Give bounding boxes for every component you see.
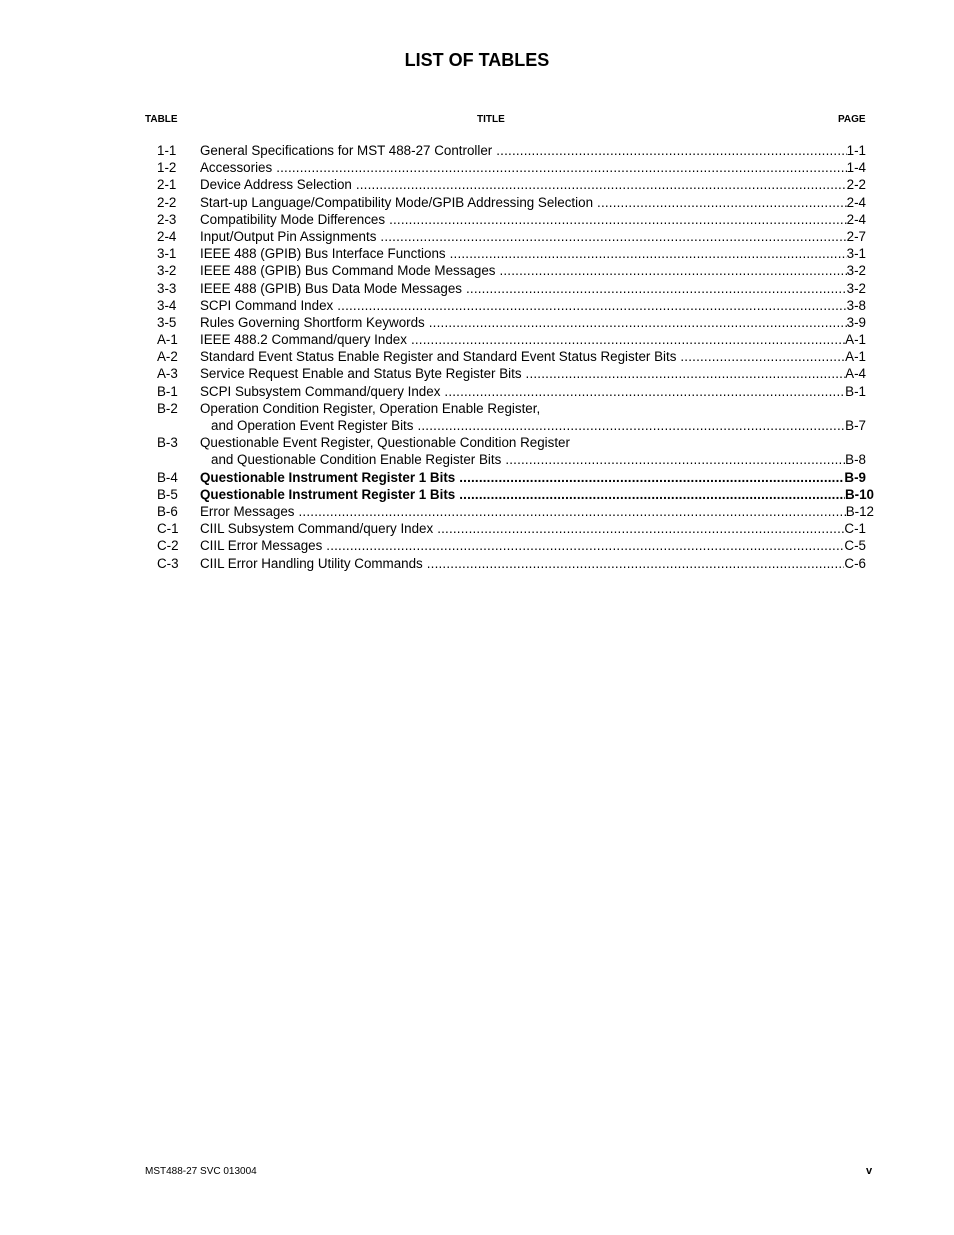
entry-leader — [200, 383, 866, 400]
dot-leader — [389, 211, 847, 228]
entry-leader — [200, 537, 866, 554]
entry-page: C-5 — [844, 538, 866, 554]
column-header-title: TITLE — [477, 114, 505, 125]
dot-leader — [526, 365, 846, 382]
entry-title: Service Request Enable and Status Byte Register Bits — [200, 366, 522, 382]
table-number: C-1 — [157, 521, 179, 537]
entry-leader — [200, 159, 866, 176]
entry-title: and Questionable Condition Enable Register Bits — [211, 452, 502, 468]
dot-leader — [597, 194, 847, 211]
column-header-page: PAGE — [838, 114, 866, 125]
column-header-table: TABLE — [145, 114, 178, 125]
dot-leader — [680, 348, 845, 365]
entry-page: B-7 — [845, 418, 866, 433]
table-number: A-1 — [157, 332, 178, 348]
dot-leader — [411, 331, 845, 348]
list-item[interactable] — [0, 211, 954, 228]
entry-page: B-1 — [845, 383, 866, 399]
entry-page: 2-4 — [846, 211, 866, 227]
list-item[interactable] — [0, 262, 954, 279]
entry-leader — [200, 280, 866, 297]
table-number: 2-1 — [157, 177, 177, 193]
entry-leader — [211, 417, 866, 434]
list-item[interactable] — [0, 159, 954, 176]
entry-leader — [200, 245, 866, 262]
entry-page: A-1 — [845, 349, 866, 365]
list-item-continuation[interactable] — [0, 417, 954, 434]
entry-title: CIIL Subsystem Command/query Index — [200, 521, 434, 537]
footer-document-id: MST488-27 SVC 013004 — [145, 1166, 257, 1177]
entry-title: IEEE 488 (GPIB) Bus Command Mode Messages — [200, 263, 496, 279]
table-number: 3-5 — [157, 314, 177, 330]
entry-leader — [200, 555, 866, 572]
table-number: 1-1 — [157, 143, 177, 158]
page-title: LIST OF TABLES — [404, 50, 550, 70]
entry-page: 1-4 — [846, 160, 866, 176]
list-item[interactable] — [0, 520, 954, 537]
table-number: 3-4 — [157, 297, 177, 313]
entry-title: Input/Output Pin Assignments — [200, 228, 377, 244]
entry-title: Questionable Instrument Register 1 Bits — [200, 469, 456, 485]
entry-page: 3-1 — [846, 246, 866, 262]
entry-title: Standard Event Status Enable Register and Standard Event Status Register Bits — [200, 349, 677, 365]
dot-leader — [356, 176, 847, 193]
table-number: B-1 — [157, 383, 178, 399]
table-number: 3-1 — [157, 246, 177, 262]
dot-leader — [466, 280, 847, 297]
entry-page: 3-8 — [846, 297, 866, 313]
entry-title: Operation Condition Register, Operation Enable Register, — [200, 400, 541, 416]
entry-title: Questionable Instrument Register 1 Bits — [200, 486, 456, 502]
dot-leader — [299, 503, 846, 520]
entry-page: 2-4 — [846, 194, 866, 210]
entry-leader — [200, 314, 866, 331]
entry-title: IEEE 488 (GPIB) Bus Data Mode Messages — [200, 280, 462, 296]
table-number: 3-3 — [157, 280, 177, 296]
list-item[interactable] — [0, 537, 954, 554]
entry-page: B-10 — [844, 486, 874, 502]
list-item[interactable] — [0, 142, 954, 159]
table-number: 3-2 — [157, 263, 177, 279]
entry-title: General Specifications for MST 488-27 Controller — [200, 143, 493, 158]
entry-page: B-9 — [844, 469, 866, 485]
table-number: A-2 — [157, 349, 178, 365]
entry-title: IEEE 488 (GPIB) Bus Interface Functions — [200, 246, 446, 262]
entry-leader — [200, 228, 866, 245]
entry-page: 2-2 — [846, 177, 866, 193]
dot-leader — [459, 486, 845, 503]
entry-leader — [200, 297, 866, 314]
table-number: 2-4 — [157, 228, 177, 244]
footer-page-number: v — [866, 1165, 873, 1177]
dot-leader — [505, 451, 845, 468]
list-item[interactable] — [0, 469, 954, 486]
entry-title: CIIL Error Messages — [200, 538, 323, 554]
entry-page: B-12 — [845, 503, 874, 519]
entry-leader — [200, 262, 866, 279]
list-item[interactable] — [0, 365, 954, 382]
dot-leader — [337, 297, 846, 314]
entry-leader — [200, 331, 866, 348]
entry-title: Rules Governing Shortform Keywords — [200, 314, 425, 330]
entry-page: A-1 — [845, 332, 866, 348]
list-item[interactable] — [0, 297, 954, 314]
entry-page: 3-2 — [846, 263, 866, 279]
entry-title: SCPI Command Index — [200, 297, 334, 313]
table-number: 2-2 — [157, 194, 177, 210]
list-item[interactable] — [0, 348, 954, 365]
entry-page: C-6 — [844, 555, 866, 571]
entry-title: and Operation Event Register Bits — [211, 418, 414, 433]
dot-leader — [417, 417, 845, 434]
dot-leader — [429, 314, 847, 331]
entry-page: B-8 — [845, 452, 866, 468]
list-item[interactable] — [0, 176, 954, 193]
entry-leader — [200, 211, 866, 228]
dot-leader — [380, 228, 846, 245]
entry-title: SCPI Subsystem Command/query Index — [200, 383, 441, 399]
list-item[interactable] — [0, 383, 954, 400]
dot-leader — [437, 520, 844, 537]
table-number: B-4 — [157, 469, 178, 485]
table-number: 1-2 — [157, 160, 177, 176]
dot-leader — [450, 245, 847, 262]
table-number: B-3 — [157, 435, 178, 451]
entry-page: A-4 — [845, 366, 866, 382]
table-list — [0, 142, 954, 572]
entry-leader — [200, 365, 866, 382]
entry-leader — [200, 194, 866, 211]
table-number: C-3 — [157, 555, 179, 571]
table-number: B-6 — [157, 503, 178, 519]
entry-title: CIIL Error Handling Utility Commands — [200, 555, 423, 571]
list-item-continuation[interactable] — [0, 451, 954, 468]
entry-leader — [200, 486, 874, 503]
table-number: 2-3 — [157, 211, 177, 227]
entry-title: Error Messages — [200, 503, 295, 519]
list-item[interactable] — [0, 503, 954, 520]
list-item[interactable] — [0, 486, 954, 503]
dot-leader — [427, 555, 845, 572]
entry-title: Compatibility Mode Differences — [200, 211, 386, 227]
dot-leader — [496, 142, 846, 159]
entry-leader — [200, 176, 866, 193]
entry-leader — [200, 469, 866, 486]
list-item[interactable] — [0, 194, 954, 211]
entry-leader — [200, 142, 866, 159]
dot-leader — [326, 537, 844, 554]
list-item[interactable] — [0, 228, 954, 245]
dot-leader — [276, 159, 846, 176]
list-item[interactable] — [0, 400, 954, 417]
table-number: A-3 — [157, 366, 178, 382]
entry-page: 1-1 — [846, 143, 866, 158]
table-number: B-2 — [157, 400, 178, 416]
table-number: B-5 — [157, 486, 178, 502]
list-item[interactable] — [0, 314, 954, 331]
entry-title: Device Address Selection — [200, 177, 352, 193]
entry-leader — [211, 451, 866, 468]
list-item[interactable] — [0, 331, 954, 348]
entry-title: IEEE 488.2 Command/query Index — [200, 332, 407, 348]
dot-leader — [459, 469, 844, 486]
entry-title: Start-up Language/Compatibility Mode/GPIB Addressing Selection — [200, 194, 594, 210]
list-item[interactable] — [0, 280, 954, 297]
entry-leader — [200, 348, 866, 365]
dot-leader — [499, 262, 846, 279]
entry-page: 3-2 — [846, 280, 866, 296]
dot-leader — [444, 383, 845, 400]
list-item[interactable] — [0, 555, 954, 572]
entry-page: 2-7 — [846, 228, 866, 244]
entry-title: Accessories — [200, 160, 273, 176]
entry-leader — [200, 520, 866, 537]
entry-title: Questionable Event Register, Questionable Condition Register — [200, 435, 570, 451]
table-number: C-2 — [157, 538, 179, 554]
entry-leader — [200, 503, 874, 520]
list-item[interactable] — [0, 245, 954, 262]
entry-page: 3-9 — [846, 314, 866, 330]
list-item[interactable] — [0, 434, 954, 451]
entry-page: C-1 — [844, 521, 866, 537]
